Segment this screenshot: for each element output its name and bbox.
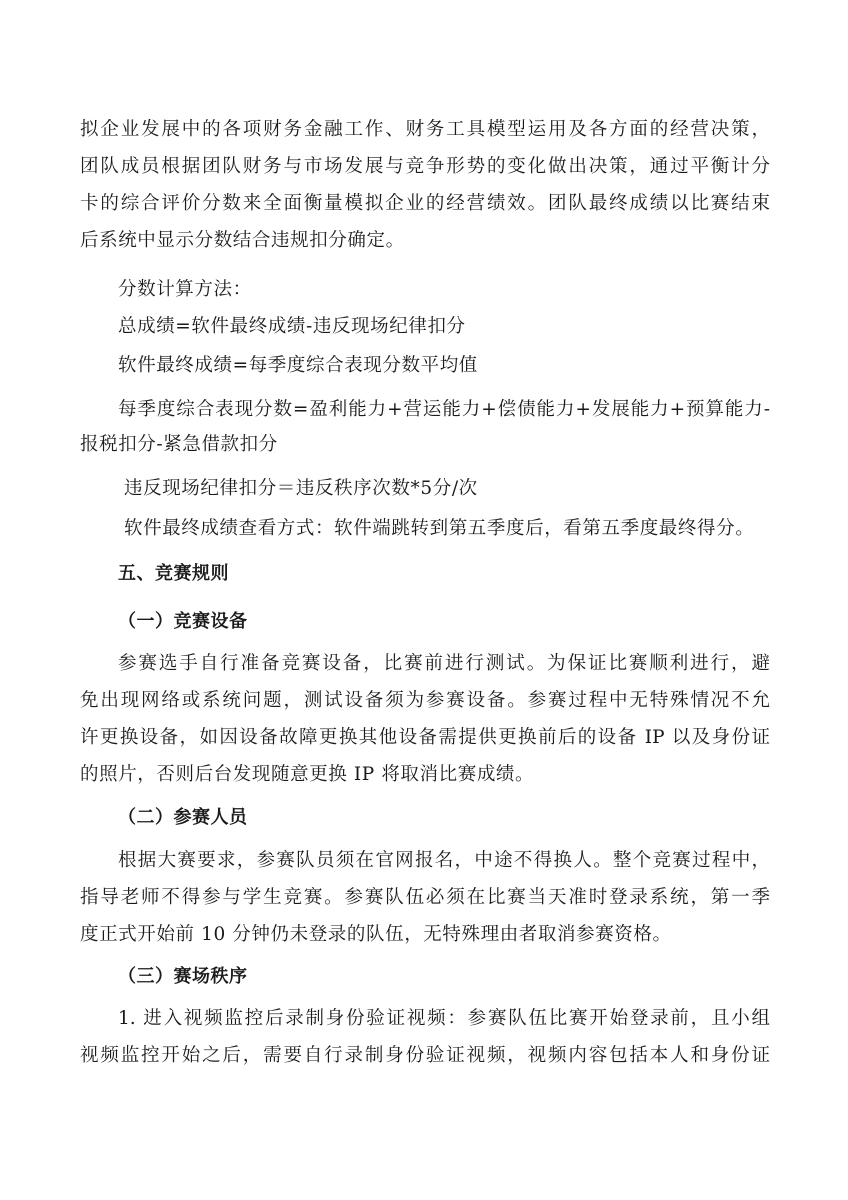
- quarter-score-formula-line-2: 报税扣分-紧急借款扣分: [80, 434, 278, 455]
- participants-line-1: 根据大赛要求，参赛队员须在官网报名，中途不得换人。整个竞赛过程中，: [118, 850, 770, 871]
- equipment-line-2: 免出现网络或系统问题，测试设备须为参赛设备。参赛过程中无特殊情况不允: [80, 690, 770, 711]
- software-score-formula: 软件最终成绩=每季度综合表现分数平均值: [118, 355, 478, 376]
- total-score-formula: 总成绩=软件最终成绩-违反现场纪律扣分: [118, 316, 466, 337]
- intro-line-2: 团队成员根据团队财务与市场发展与竞争形势的变化做出决策，通过平衡计分: [80, 156, 770, 177]
- venue-order-line-2: 视频监控开始之后，需要自行录制身份验证视频，视频内容包括本人和身份证: [80, 1045, 770, 1066]
- quarter-score-formula-line-1: 每季度综合表现分数=盈利能力+营运能力+偿债能力+发展能力+预算能力-: [118, 399, 770, 420]
- subheading-participants: （二）参赛人员: [118, 807, 248, 828]
- section-heading-rules: 五、竞赛规则: [118, 563, 229, 584]
- participants-line-2: 指导老师不得参与学生竞赛。参赛队伍必须在比赛当天准时登录系统，第一季: [80, 887, 770, 908]
- intro-line-3: 卡的综合评价分数来全面衡量模拟企业的经营绩效。团队最终成绩以比赛结束: [80, 193, 770, 214]
- equipment-line-1: 参赛选手自行准备竞赛设备，比赛前进行测试。为保证比赛顺利进行，避: [118, 653, 770, 674]
- subheading-equipment: （一）竞赛设备: [118, 611, 248, 632]
- intro-line-1: 拟企业发展中的各项财务金融工作、财务工具模型运用及各方面的经营决策，: [80, 119, 770, 140]
- equipment-line-3: 许更换设备，如因设备故障更换其他设备需提供更换前后的设备 IP 以及身份证: [80, 727, 770, 748]
- score-method-label: 分数计算方法：: [118, 279, 252, 300]
- venue-order-line-1: 1. 进入视频监控后录制身份验证视频：参赛队伍比赛开始登录前，且小组: [118, 1008, 770, 1029]
- discipline-deduction-formula: 违反现场纪律扣分＝违反秩序次数*5分/次: [124, 478, 478, 499]
- equipment-line-4: 的照片，否则后台发现随意更换 IP 将取消比赛成绩。: [80, 764, 535, 785]
- intro-line-4: 后系统中显示分数结合违规扣分确定。: [80, 230, 405, 251]
- subheading-venue-order: （三）赛场秩序: [118, 966, 248, 987]
- participants-line-3: 度正式开始前 10 分钟仍未登录的队伍，无特殊理由者取消参赛资格。: [80, 924, 672, 945]
- score-view-method: 软件最终成绩查看方式：软件端跳转到第五季度后，看第五季度最终得分。: [124, 518, 755, 539]
